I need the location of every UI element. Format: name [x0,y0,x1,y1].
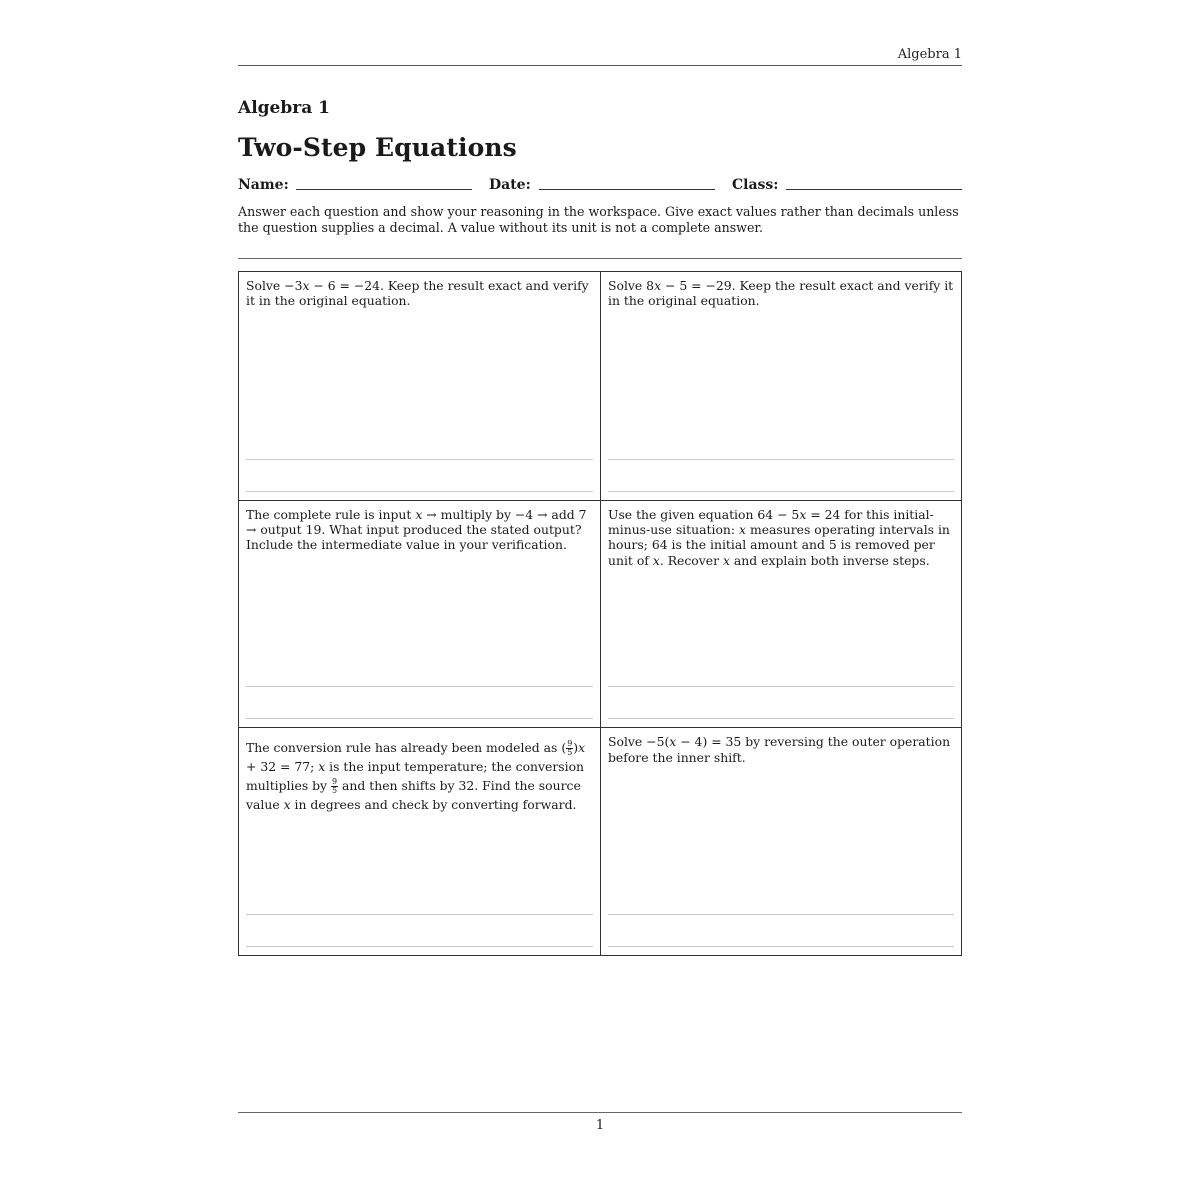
answer-line[interactable] [246,914,593,915]
answer-line[interactable] [246,686,593,687]
answer-line[interactable] [246,718,593,719]
question-cell [239,727,600,955]
question-text: Use the given equation 64 − 5x = 24 for this initial-minus-use situation: x measures operating intervals in hours; 64 is the initial amount and 5 is removed per unit of x. Recover x and explain both inverse steps. [608,506,950,568]
answer-line[interactable] [608,686,954,687]
question-text: The complete rule is input x → multiply by −4 → add 7 → output 19. What input produced the stated output? Include the intermediate value in your verification. [246,506,587,553]
answer-line[interactable] [608,946,954,947]
question-cell [600,727,961,955]
answer-line[interactable] [246,946,593,947]
date-field[interactable] [539,189,715,190]
answer-line[interactable] [608,914,954,915]
student-info-fields [238,177,962,197]
name-label: Name: [238,177,289,193]
class-label: Class: [732,177,779,193]
question-grid [238,271,962,956]
worksheet-page [238,0,962,1200]
page-number: 1 [595,1118,605,1133]
date-label: Date: [489,177,531,193]
class-field[interactable] [786,189,962,190]
question-text: Solve −5(x − 4) = 35 by reversing the outer operation before the inner shift. [608,734,951,765]
answer-line[interactable] [246,491,593,492]
question-cell [239,272,600,500]
footer-divider [238,1112,962,1113]
question-text: Solve 8x − 5 = −29. Keep the result exact and verify it in the original equation. [608,278,954,309]
running-header: Algebra 1 [238,47,962,66]
divider [238,258,962,259]
question-cell [239,500,600,728]
question-cell [600,500,961,728]
instructions: Answer each question and show your reasoning in the workspace. Give exact values rather than decimals unless the question supplies a decimal. A value without its unit is not a complete answer. [238,204,959,235]
answer-line[interactable] [608,491,954,492]
name-field[interactable] [296,189,472,190]
answer-line[interactable] [608,718,954,719]
answer-line[interactable] [246,459,593,460]
question-text: Solve −3x − 6 = −24. Keep the result exact and verify it in the original equation. [246,278,589,309]
page-title: Two-Step Equations [238,133,517,162]
question-text: The conversion rule has already been modeled as ( $\frac{9}{5}$ )x + 32 = 77; x is the input temperature; the conversion multiplies by $\frac{9}{5}$ and then shifts by 32. Find the source value x in degrees and check by converting forward. [246,739,586,813]
question-cell [600,272,961,500]
course-name: Algebra 1 [238,98,330,118]
answer-line[interactable] [608,459,954,460]
